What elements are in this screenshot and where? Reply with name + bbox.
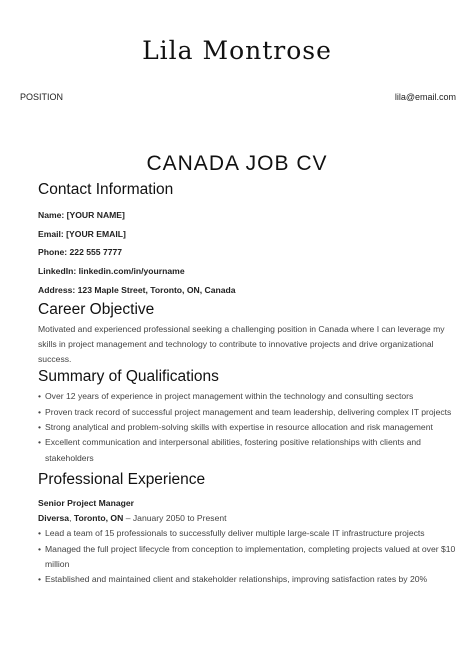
job-meta: Diversa, Toronto, ON – January 2050 to Present <box>38 513 227 524</box>
document-title: CANADA JOB CV <box>146 152 328 175</box>
list-item: • Strong analytical and problem-solving skills with expertise in resource allocation and risk management <box>38 420 458 435</box>
job-company: Diversa <box>38 513 70 524</box>
job-bullets <box>38 526 458 587</box>
list-item: • Managed the full project lifecycle from conception to implementation, completing projects valued at over $10 million <box>38 542 458 573</box>
list-item: • Established and maintained client and stakeholder relationships, improving satisfaction rates by 20% <box>38 572 458 587</box>
resume-name: Lila Montrose <box>142 36 332 65</box>
qualifications-section <box>38 367 458 465</box>
list-item: • Excellent communication and interpersonal abilities, fostering positive relationships with clients and stakeholders <box>38 435 458 466</box>
qualifications-list <box>38 389 458 465</box>
list-item: • Lead a team of 15 professionals to successfully deliver multiple large-scale IT infrastructure projects <box>38 526 458 541</box>
email-address: lila@email.com <box>394 92 456 102</box>
qualifications-heading: Summary of Qualifications <box>38 368 219 386</box>
job-location: Toronto, ON <box>73 513 124 524</box>
list-item: • Over 12 years of experience in project management within the technology and consulting sectors <box>38 389 458 404</box>
contact-list <box>38 206 458 300</box>
list-item: • Proven track record of successful project management and team leadership, delivering complex IT projects <box>38 405 458 420</box>
resume-body <box>38 180 458 588</box>
objective-heading: Career Objective <box>38 300 155 318</box>
contact-section <box>38 180 458 300</box>
contact-heading: Contact Information <box>38 181 174 198</box>
contact-email: Email: [YOUR EMAIL] <box>38 228 126 239</box>
experience-section <box>38 470 458 588</box>
contact-phone: Phone: 222 555 7777 <box>38 247 123 258</box>
position-label: POSITION <box>20 92 64 102</box>
contact-linkedin: LinkedIn: linkedin.com/in/yourname <box>38 266 185 277</box>
objective-text: Motivated and experienced professional seeking a challenging position in Canada where I can leverage my skills in project management and technology to contribute to innovative projects and drive organizational success. <box>38 323 445 365</box>
contact-address: Address: 123 Maple Street, Toronto, ON, Canada <box>38 284 236 295</box>
objective-section <box>38 300 458 368</box>
contact-name: Name: [YOUR NAME] <box>38 210 125 220</box>
job-dates: – January 2050 to Present <box>123 513 227 524</box>
job-title: Senior Project Manager <box>38 497 134 508</box>
experience-heading: Professional Experience <box>38 470 206 488</box>
